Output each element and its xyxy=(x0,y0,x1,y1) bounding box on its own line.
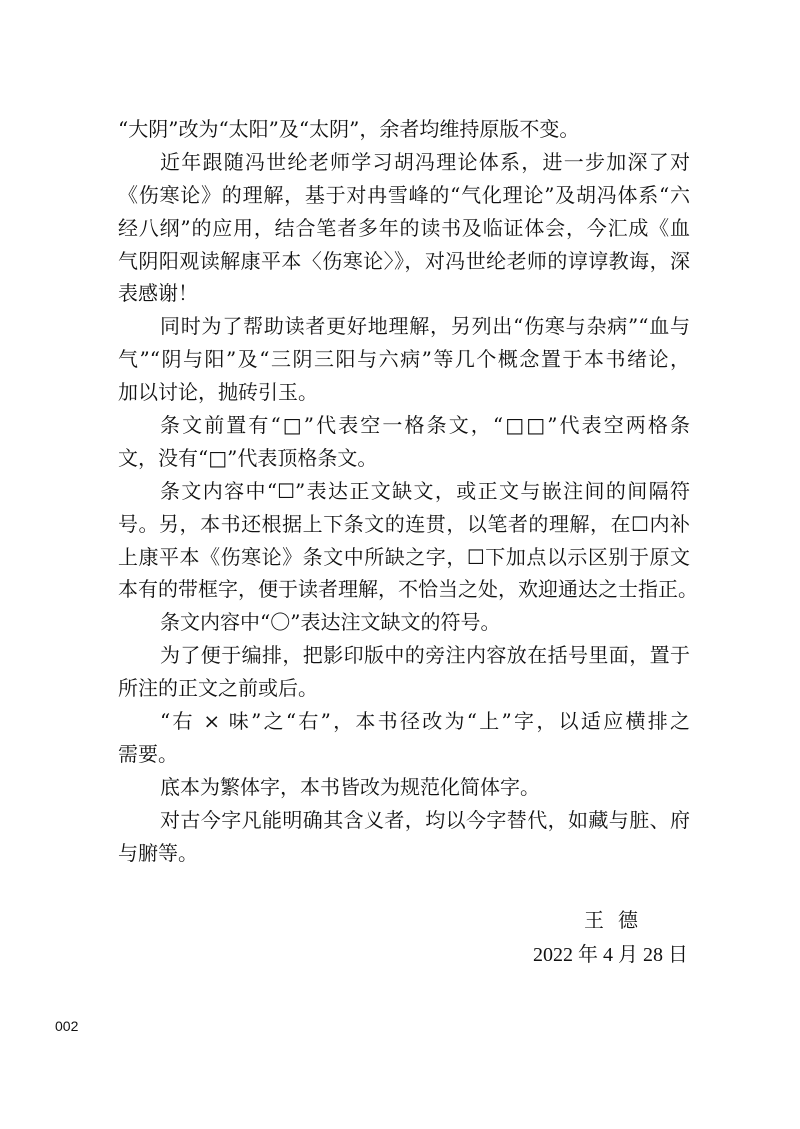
text-line: “大阴”改为“太阳”及“太阴”，余者均维持原版不变。 xyxy=(118,117,580,141)
paragraph xyxy=(118,146,690,310)
paragraph xyxy=(118,639,690,705)
text-line: 条文前置有“□”代表空一格条文，“□□”代表空两格条 xyxy=(160,413,690,438)
paragraph xyxy=(118,606,690,639)
text-line: 所注的正文之前或后。 xyxy=(118,676,318,701)
text-line: 条文内容中“〇”表达注文缺文的符号。 xyxy=(160,610,501,635)
text-line: 底本为繁体字，本书皆改为规范化简体字。 xyxy=(160,774,540,799)
author-signature: 王德 xyxy=(584,908,652,932)
text-line: 本有的带框字，便于读者理解，不恰当之处，欢迎通达之士指正。 xyxy=(118,577,698,602)
text-line: “右 × 味”之“右”，本书径改为“上”字，以适应横排之 xyxy=(160,709,690,734)
text-line: 号。另，本书还根据上下条文的连贯，以笔者的理解，在☐内补 xyxy=(118,511,690,536)
text-line: 需要。 xyxy=(118,741,178,766)
text-line: 加以讨论，抛砖引玉。 xyxy=(118,380,318,405)
text-line: 气”“阴与阳”及“三阴三阳与六病”等几个概念置于本书绪论， xyxy=(118,347,690,372)
text-line: 《伤寒论》的理解，基于对冉雪峰的“气化理论”及胡冯体系“六 xyxy=(118,182,690,207)
text-line: 为了便于编排，把影印版中的旁注内容放在括号里面，置于 xyxy=(160,643,690,668)
paragraph xyxy=(118,771,690,804)
text-line: 文，没有“□”代表顶格条文。 xyxy=(118,445,378,470)
text-line: 同时为了帮助读者更好地理解，另列出“伤寒与杂病”“血与 xyxy=(160,314,690,339)
text-line: 上康平本《伤寒论》条文中所缺之字，☐下加点以示区别于原文 xyxy=(118,544,690,569)
text-line: 表感谢！ xyxy=(118,281,198,306)
page-number: 002 xyxy=(55,1018,79,1034)
text-line: 气阴阳观读解康平本〈伤寒论〉》，对冯世纶老师的谆谆教诲，深 xyxy=(118,248,690,273)
text-line: 近年跟随冯世纶老师学习胡冯理论体系，进一步加深了对 xyxy=(160,149,690,174)
signature-date: 2022 年 4 月 28 日 xyxy=(533,944,688,966)
text-line: 经八纲”的应用，结合笔者多年的读书及临证体会，今汇成《血 xyxy=(118,215,690,240)
text-line: 对古今字凡能明确其含义者，均以今字替代，如藏与脏、府 xyxy=(160,807,690,832)
paragraph xyxy=(118,310,690,409)
text-line: 与腑等。 xyxy=(118,840,198,865)
paragraph xyxy=(118,475,698,607)
body-text xyxy=(118,113,698,869)
paragraph xyxy=(118,113,690,146)
paragraph xyxy=(118,804,690,870)
text-line: 条文内容中“☐”表达正文缺文，或正文与嵌注间的间隔符 xyxy=(160,478,690,503)
paragraph xyxy=(118,705,690,771)
paragraph xyxy=(118,409,690,475)
